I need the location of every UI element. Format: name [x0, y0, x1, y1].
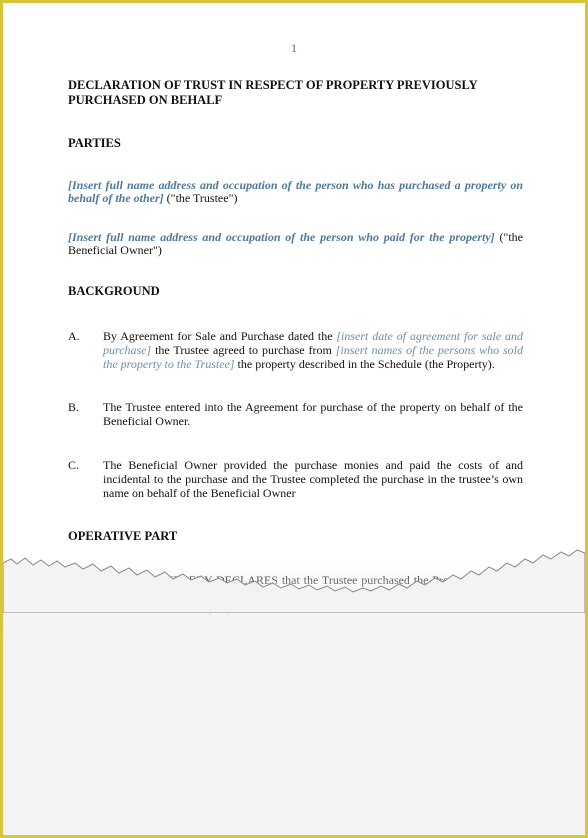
beneficial-role-label: ("the Beneficial Owner") — [68, 230, 523, 257]
trustee-insert-placeholder: [Insert full name address and occupation of the person who has purchased a property on behalf of the other] — [68, 178, 523, 205]
page-number: 1 — [291, 41, 297, 55]
sellers-names-placeholder: [insert names of the persons who sold the property to the Trustee] — [103, 343, 523, 371]
torn-paper-shape — [3, 550, 585, 613]
item-text: The Trustee entered into the Agreement for purchase of the property on behalf of the Beneficial Owner. — [103, 400, 523, 428]
item-text-part: By Agreement for Sale and Purchase dated the — [103, 329, 337, 343]
operative-heading: OPERATIVE PART — [68, 529, 178, 543]
torn-edge-graphic — [3, 533, 585, 613]
item-text-part: the Trustee agreed to purchase from — [151, 343, 336, 357]
item-text-part: the property described in the Schedule (the Property). — [234, 357, 495, 371]
item-text: The Beneficial Owner provided the purchase monies and paid the costs of and incidental to the purchase and the Trustee completed the purchase in the trustee’s own name on behalf of the Beneficial Owner — [103, 458, 523, 500]
item-label: C. — [68, 458, 80, 472]
party-trustee — [68, 179, 523, 205]
document-frame — [3, 3, 585, 835]
item-label: B. — [68, 400, 80, 414]
background-heading: BACKGROUND — [68, 284, 160, 298]
party-beneficial-owner — [68, 231, 523, 257]
agreement-date-placeholder: [insert date of agreement for sale and purchase] — [103, 329, 523, 357]
document-title: DECLARATION OF TRUST IN RESPECT OF PROPERTY PREVIOUSLY PURCHASED ON BEHALF — [68, 78, 478, 107]
trustee-role-label: ("the Trustee") — [163, 191, 238, 205]
beneficial-insert-placeholder: [Insert full name address and occupation of the person who paid for the property] — [68, 230, 495, 244]
parties-heading: PARTIES — [68, 136, 121, 150]
item-text — [103, 329, 523, 371]
item-label: A. — [68, 329, 80, 343]
